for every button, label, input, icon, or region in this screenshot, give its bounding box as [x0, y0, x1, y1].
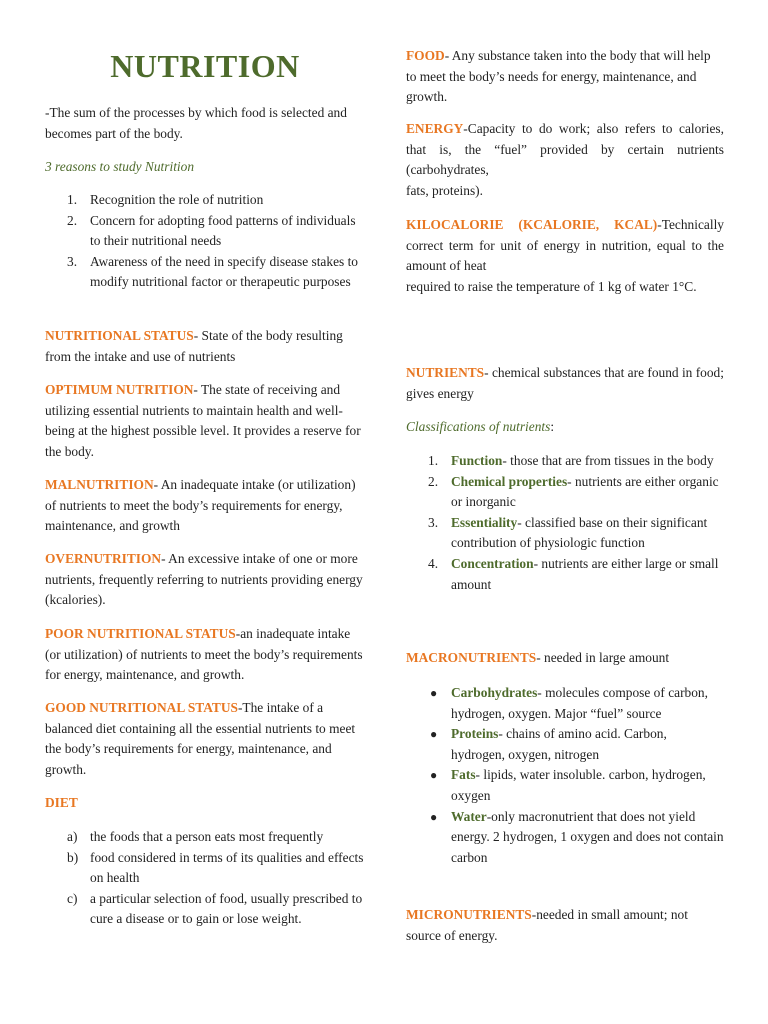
macronutrients-list [406, 683, 724, 868]
reason-item: 3. Awareness of the need in specify disease stakes to modify nutritional factor or therapeutic purposes [67, 253, 358, 290]
bullet-icon: ● [430, 768, 438, 783]
bullet-icon: ● [430, 727, 438, 742]
macronutrient-item: ● Carbohydrates- molecules compose of carbon, hydrogen, oxygen. Major “fuel” source [430, 685, 708, 721]
reason-item: 1. Recognition the role of nutrition [67, 192, 264, 207]
macronutrient-item: ● Water-only macronutrient that does not yield energy. 2 hydrogen, 1 oxygen and does not contain carbon [430, 808, 724, 865]
classification-item: 3. Essentiality- classified base on their significant contribution of physiologic function [428, 514, 708, 551]
energy-definition: ENERGY-Capacity to do work; also refers to calories, that is, the “fuel” provided by certain nutrients (carbohydrates, fats, proteins). [406, 121, 724, 198]
classification-item: 1. Function- those that are from tissues in the body [428, 453, 714, 468]
reasons-list [45, 190, 365, 293]
kilocalorie-definition: KILOCALORIE (KCALORIE, KCAL)-Technically correct term for unit of energy in nutrition, equal to the amount of heat required to raise the temperature of 1 kg of water 1°C. [406, 217, 724, 294]
macronutrient-item: ● Proteins- chains of amino acid. Carbon, hydrogen, oxygen, nitrogen [430, 726, 667, 762]
diet-item: b) food considered in terms of its qualities and effects on health [67, 849, 364, 886]
classification-item: 4. Concentration- nutrients are either large or small amount [428, 555, 719, 592]
bullet-icon: ● [430, 809, 438, 824]
good-nutritional-status-definition: GOOD NUTRITIONAL STATUS-The intake of a balanced diet containing all the essential nutrients to meet the body’s requirements for energy, maintenance, and growth. [45, 700, 356, 777]
food-definition: FOOD- Any substance taken into the body that will help to meet the body’s needs for energy, maintenance, and growth. [406, 48, 711, 105]
nutritional-status-definition: NUTRITIONAL STATUS- State of the body resulting from the intake and use of nutrients [45, 328, 343, 364]
page-title: NUTRITION [110, 48, 300, 84]
classifications-list [406, 451, 724, 595]
macronutrient-item: ● Fats- lipids, water insoluble. carbon, hydrogen, oxygen [430, 767, 706, 803]
poor-nutritional-status-definition: POOR NUTRITIONAL STATUS-an inadequate intake (or utilization) of nutrients to meet the body’s requirements for energy, maintenance, and growth. [45, 626, 363, 683]
reason-item: 2. Concern for adopting food patterns of individuals to their nutritional needs [67, 212, 356, 249]
bullet-icon: ● [430, 686, 438, 700]
nutrition-definition: -The sum of the processes by which food is selected and becomes part of the body. [45, 105, 347, 141]
optimum-nutrition-definition: OPTIMUM NUTRITION- The state of receiving and utilizing essential nutrients to maintain health and well-being at the highest possible level. It provides a reserve for the body. [45, 382, 361, 459]
diet-list [45, 827, 365, 930]
reasons-heading: 3 reasons to study Nutrition [45, 159, 195, 174]
malnutrition-definition: MALNUTRITION- An inadequate intake (or utilization) of nutrients to meet the body’s requirements for energy, maintenance, and growth [45, 477, 356, 534]
nutrients-definition: NUTRIENTS- chemical substances that are found in food; gives energy [406, 365, 724, 401]
classification-item: 2. Chemical properties- nutrients are either organic or inorganic [428, 473, 719, 510]
overnutrition-definition: OVERNUTRITION- An excessive intake of one or more nutrients, frequently referring to nutrients providing energy (kcalories). [45, 551, 363, 608]
macronutrients-definition: MACRONUTRIENTS- needed in large amount [406, 650, 670, 665]
micronutrients-definition: MICRONUTRIENTS-needed in small amount; not source of energy. [406, 907, 688, 943]
diet-heading: DIET [45, 795, 78, 810]
classifications-heading: Classifications of nutrients: [406, 419, 555, 434]
diet-item: a) the foods that a person eats most frequently [67, 829, 324, 844]
diet-item: c) a particular selection of food, usually prescribed to cure a disease or to gain or lose weight. [67, 890, 363, 927]
